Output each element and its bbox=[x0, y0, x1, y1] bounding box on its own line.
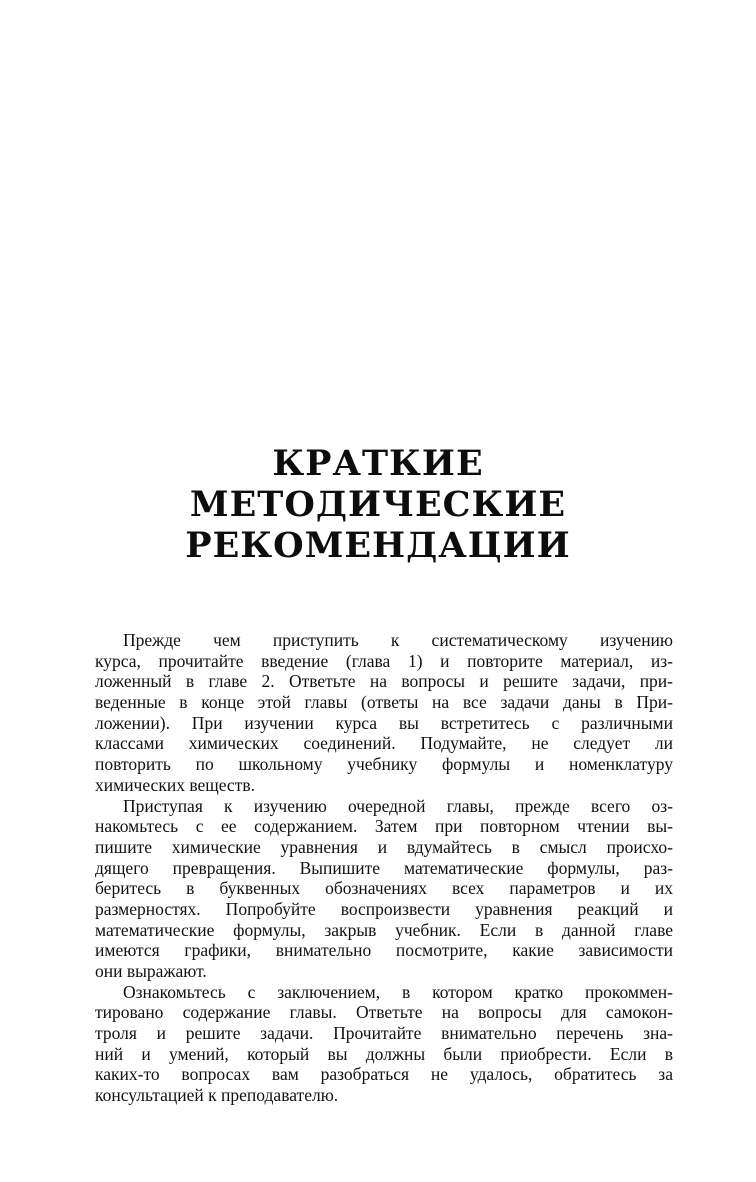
paragraph-line: размерностях. Попробуйте воспроизвести уравнения реакций и bbox=[95, 898, 673, 919]
title-line-3: РЕКОМЕНДАЦИИ bbox=[185, 525, 571, 566]
paragraph-line: ний и умений, который вы должны были приобрести. Если в bbox=[95, 1043, 673, 1064]
paragraph-3 bbox=[95, 982, 673, 1106]
paragraph-line: консультацией к преподавателю. bbox=[95, 1085, 339, 1106]
paragraph-line: дящего превращения. Выпишите математические формулы, раз- bbox=[95, 857, 673, 878]
paragraph-line: каких-то вопросах вам разобраться не удалось, обратитесь за bbox=[95, 1064, 673, 1085]
paragraph-line: веденные в конце этой главы (ответы на все задачи даны в При- bbox=[95, 692, 673, 713]
title-line-2: МЕТОДИЧЕСКИЕ bbox=[189, 484, 567, 525]
paragraph-line: классами химических соединений. Подумайте, не следует ли bbox=[95, 733, 673, 754]
paragraph-line: химических веществ. bbox=[95, 774, 255, 795]
paragraph-line: Приступая к изучению очередной главы, прежде всего оз- bbox=[123, 795, 673, 816]
paragraph-line: Прежде чем приступить к систематическому изучению bbox=[123, 630, 673, 650]
paragraph-line: беритесь в буквенных обозначениях всех параметров и их bbox=[95, 878, 673, 899]
paragraph-line: курса, прочитайте введение (глава 1) и повторите материал, из- bbox=[95, 650, 673, 671]
paragraph-line: имеются графики, внимательно посмотрите, какие зависимости bbox=[95, 940, 673, 961]
paragraph-line: ложении). При изучении курса вы встретитесь с различными bbox=[95, 712, 673, 733]
paragraph-line: троля и решите задачи. Прочитайте внимательно перечень зна- bbox=[95, 1023, 673, 1044]
paragraph-line: Ознакомьтесь с заключением, в котором кратко прокоммен- bbox=[123, 981, 673, 1002]
section-title bbox=[0, 443, 756, 566]
paragraph-line: накомьтесь с ее содержанием. Затем при повторном чтении вы- bbox=[95, 816, 673, 837]
paragraph-line: повторить по школьному учебнику формулы и номенклатуру bbox=[95, 754, 673, 775]
paragraph-2 bbox=[95, 796, 673, 982]
title-line-1: КРАТКИЕ bbox=[272, 443, 484, 484]
body-text bbox=[95, 630, 673, 1106]
paragraph-line: пишите химические уравнения и вдумайтесь в смысл происхо- bbox=[95, 836, 673, 857]
paragraph-line: ложенный в главе 2. Ответьте на вопросы и решите задачи, при- bbox=[95, 671, 673, 692]
paragraph-line: они выражают. bbox=[95, 961, 207, 981]
paragraph-1 bbox=[95, 630, 673, 796]
paragraph-line: математические формулы, закрыв учебник. Если в данной главе bbox=[95, 919, 673, 940]
paragraph-line: тировано содержание главы. Ответьте на вопросы для самокон- bbox=[95, 1002, 673, 1023]
